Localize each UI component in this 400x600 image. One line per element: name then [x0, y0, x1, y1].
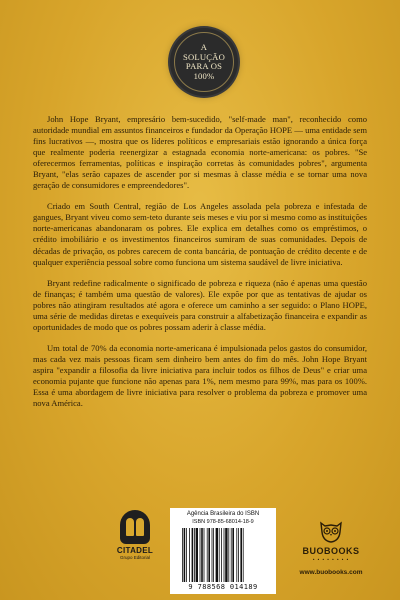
seal-line: 100% — [193, 70, 215, 81]
isbn-barcode-block — [170, 508, 276, 594]
synopsis-paragraph: John Hope Bryant, empresário bem-sucedido, "self-made man", reconhecido como autoridade mundial em assuntos financeiros e fundador da Operação HOPE — uma entidade sem fins lucrativos —, mostra que os líderes políticos e empresariais estão ignorando a única força que realmente poderia reenergizar a estagnada economia norte-americana: os pobres. "Se oferecermos ferramentas, políticas e inspiração corretas às comunidades pobres", argumenta Bryant, "elas serão capazes de ascender por si mesmas à classe média e se tornar uma nova geração de consumidores e empreendedores". — [33, 114, 367, 191]
synopsis-paragraph: Bryant redefine radicalmente o significado de pobreza e riqueza (não é apenas uma questão de finanças; é também uma questão de valores). Ele expõe por que as tentativas de ajudar os pobres não atingiram resultados até agora e oferece um caminho a ser seguido: o Plano HOPE, uma série de medidas diretas e exequíveis para construir a alfabetização financeira e expandir as oportunidades de modo que os pobres possam aderir à classe média. — [33, 277, 367, 332]
citadel-emblem-icon — [120, 510, 150, 544]
owl-icon — [318, 520, 344, 544]
barcode-icon — [180, 528, 266, 582]
buobooks-url: www.buobooks.com — [299, 569, 363, 576]
synopsis-text — [33, 114, 367, 409]
buobooks-name: BUOBOOKS — [302, 546, 360, 556]
citadel-subtitle: Grupo Editorial — [119, 555, 150, 560]
citadel-logo — [115, 510, 155, 566]
synopsis-paragraph: Criado em South Central, região de Los Angeles assolada pela pobreza e infestada de gangues, Bryant viveu como sem-teto durante seis meses e viu por si mesmo como as instituições norte-americanas abandonaram os pobres. Ele explica em detalhes como os empréstimos, o crédito imobiliário e os investimentos financeiros sumiram de suas comunidades. Depois de décadas de privação, os pobres carecem de conta bancária, de pontuação de crédito decente e de qualquer experiência pessoal sobre como funciona um sistema saudável de livre iniciativa. — [33, 201, 367, 267]
seal-ring — [174, 32, 234, 92]
seal-line: A — [200, 42, 208, 52]
buobooks-logo — [288, 520, 374, 590]
synopsis-paragraph: Um total de 70% da economia norte-americana é impulsionada pelos gastos do consumidor, mas cada vez mais pessoas ficam sem dinheiro bem antes do fim do mês. John Hope Bryant aspira "expandir a filosofia da livre iniciativa para incluir todos os filhos de Deus" e criar uma economia pujante que funcione não apenas para 1%, nem mesmo para 99%, mas para os 100%. Essa é uma abordagem de livre iniciativa para resolver o problema da pobreza e promover uma nova América. — [33, 342, 367, 409]
seal-line: PARA OS — [185, 61, 223, 71]
isbn-number: ISBN 978-85-68014-18-9 — [192, 519, 254, 525]
isbn-agency: Agência Brasileira do ISBN — [186, 511, 260, 517]
citadel-brand: CITADEL — [116, 546, 154, 555]
barcode-digits: 9 788568 014189 — [188, 583, 258, 591]
solution-seal — [170, 28, 238, 96]
seal-line: SOLUÇÃO — [183, 51, 225, 62]
buobooks-tagline-icon: • • • • • • • • — [312, 557, 350, 562]
